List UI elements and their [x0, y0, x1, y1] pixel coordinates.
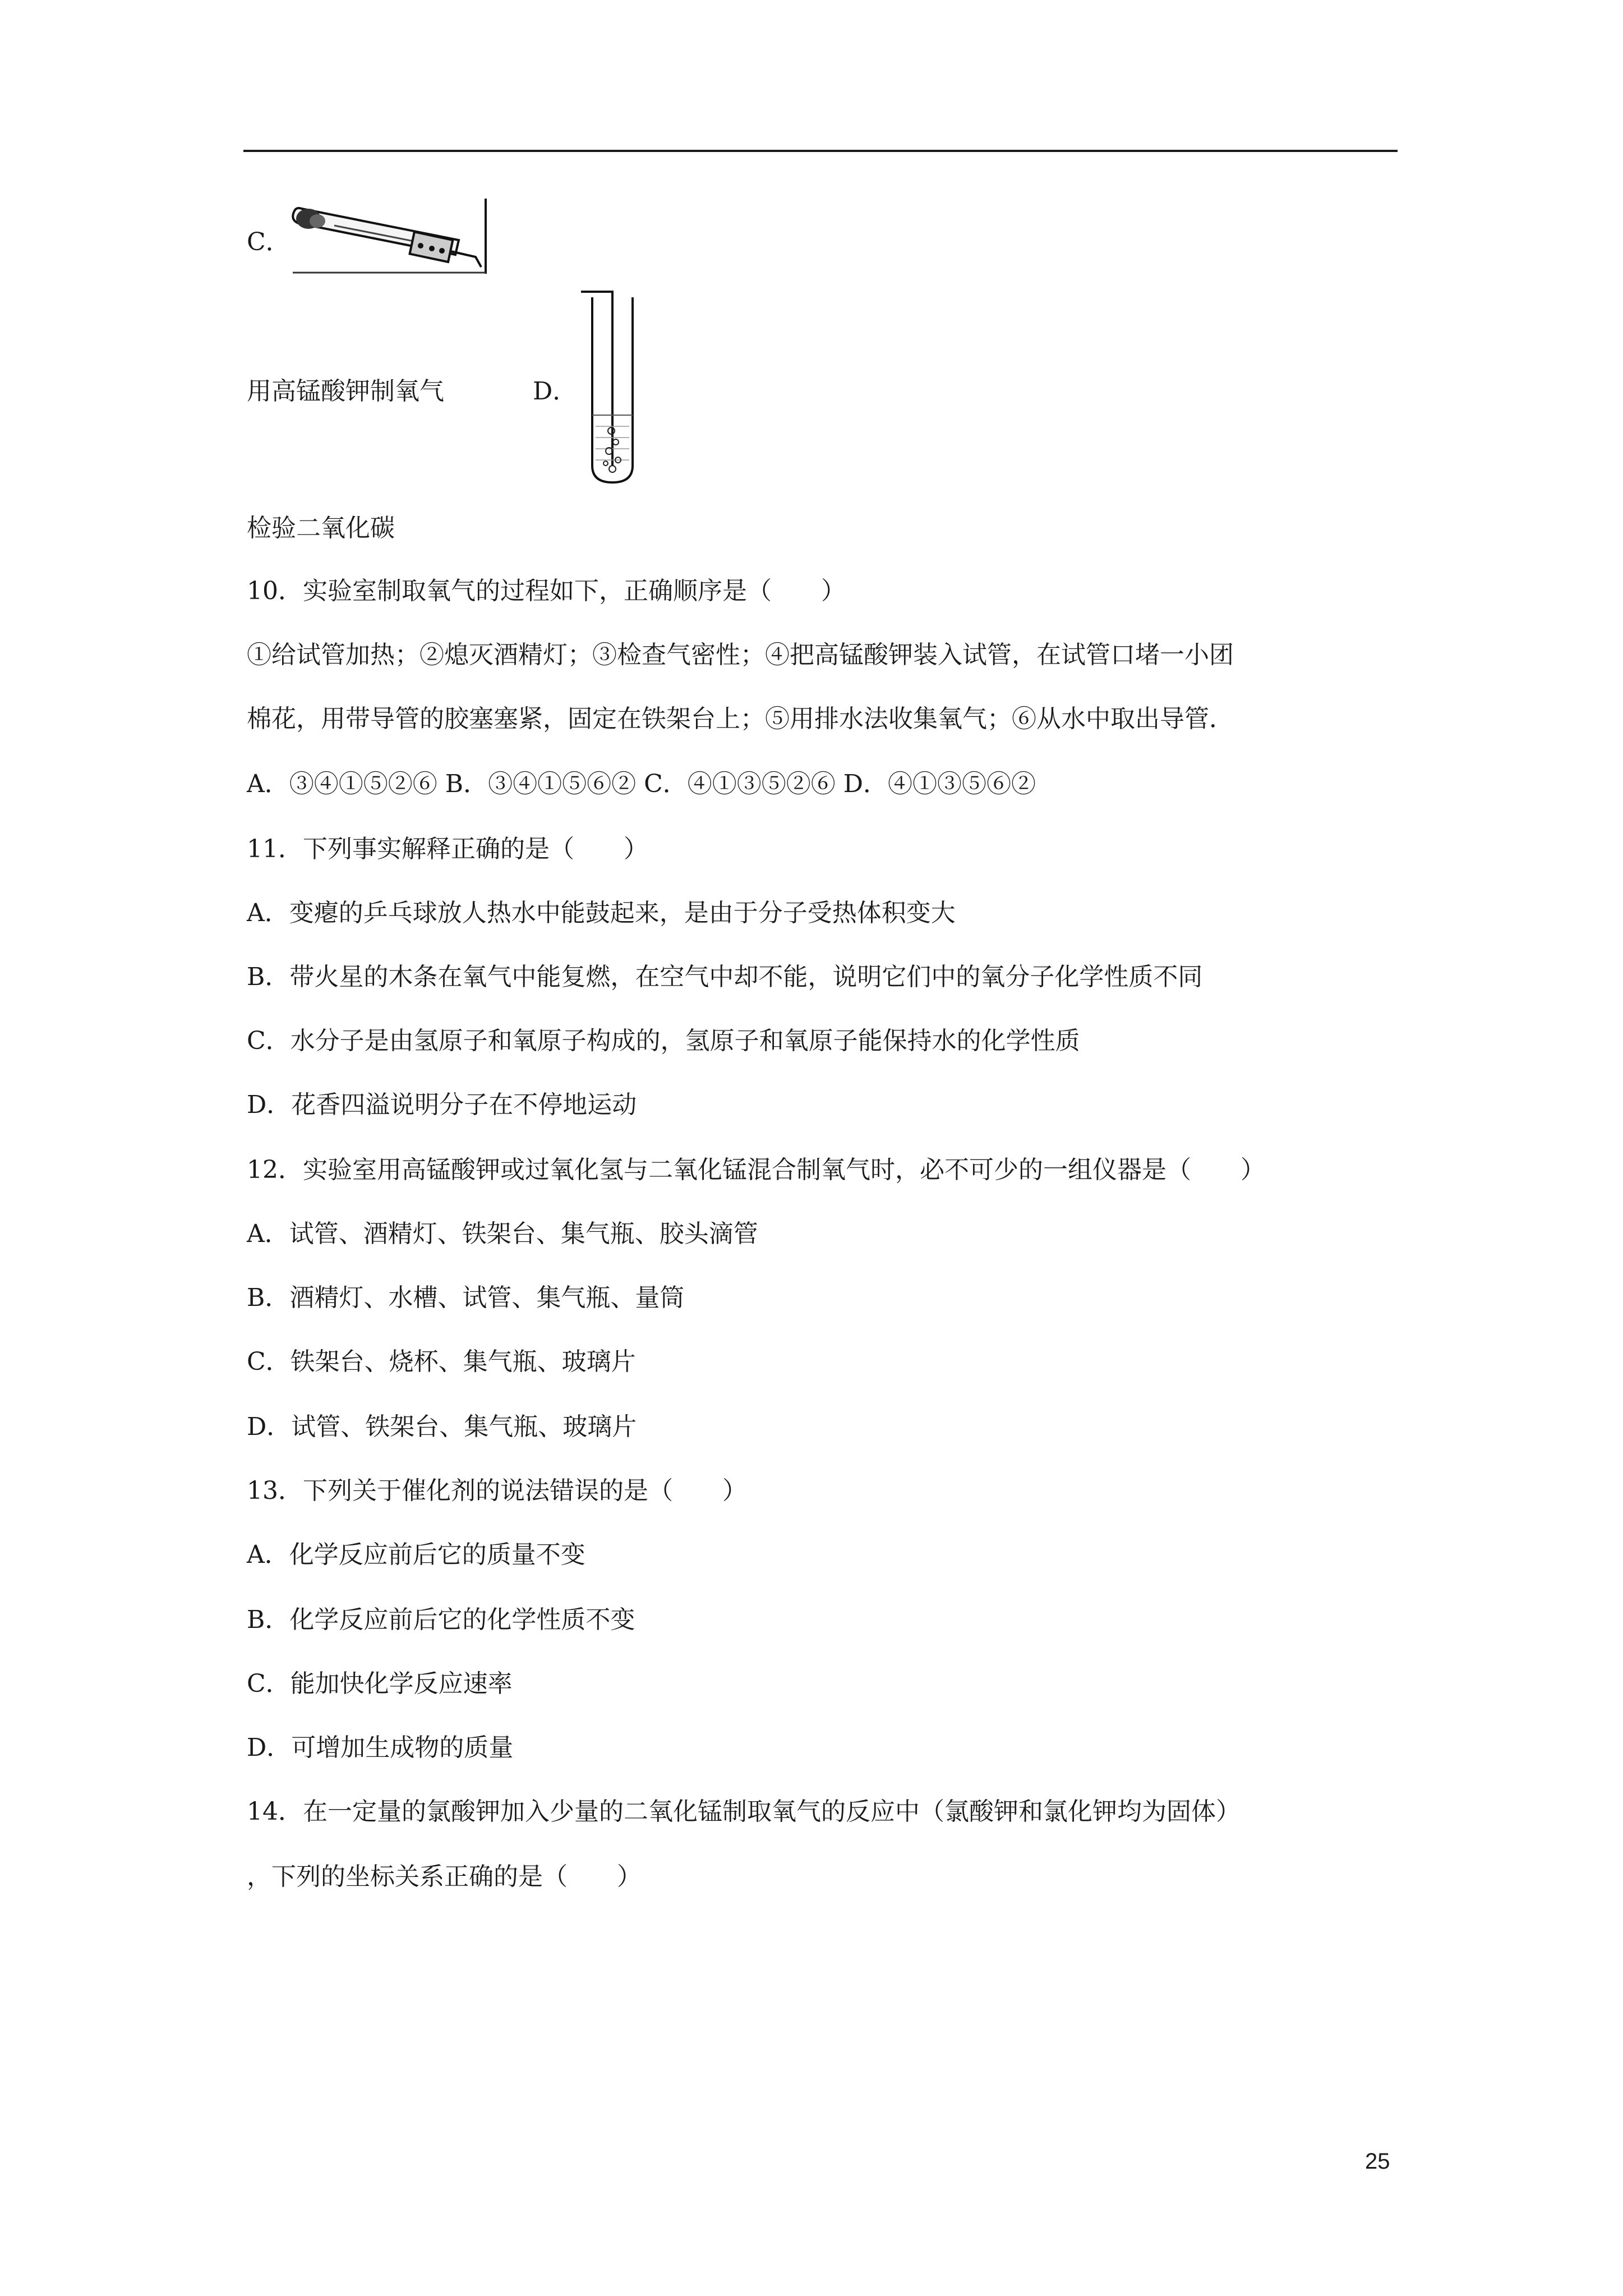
question-13-stem: 13．下列关于催化剂的说法错误的是（ ） — [247, 1476, 747, 1505]
page-number: 25 — [1365, 2149, 1390, 2174]
question-11-option-a: A．变瘪的乒乓球放人热水中能鼓起来，是由于分子受热体积变大 — [247, 899, 956, 927]
question-13-option-d: D．可增加生成物的质量 — [247, 1733, 514, 1762]
figure-c-label: C． — [247, 228, 291, 256]
figure-c-caption: 用高锰酸钾制氧气 — [247, 377, 444, 406]
question-11-option-b: B．带火星的木条在氧气中能复燃，在空气中却不能，说明它们中的氧分子化学性质不同 — [247, 963, 1203, 991]
question-11-option-d: D．花香四溢说明分子在不停地运动 — [247, 1091, 637, 1119]
question-13-option-a: A．化学反应前后它的质量不变 — [247, 1540, 585, 1569]
question-12-option-d: D．试管、铁架台、集气瓶、玻璃片 — [247, 1412, 637, 1441]
question-10-body-line-2: 棉花，用带导管的胶塞塞紧，固定在铁架台上；⑤用排水法收集氧气；⑥从水中取出导管． — [247, 705, 1234, 733]
question-11-option-c: C．水分子是由氢原子和氧原子构成的，氢原子和氧原子能保持水的化学性质 — [247, 1027, 1080, 1055]
figure-d-caption: 检验二氧化碳 — [247, 514, 395, 542]
question-11-stem: 11．下列事实解释正确的是（ ） — [247, 835, 648, 863]
question-14-body-line-1: ，下列的坐标关系正确的是（ ） — [247, 1862, 642, 1891]
question-12-option-c: C．铁架台、烧杯、集气瓶、玻璃片 — [247, 1347, 636, 1376]
question-10-stem: 10．实验室制取氧气的过程如下，正确顺序是（ ） — [247, 577, 846, 605]
question-12-stem: 12．实验室用高锰酸钾或过氧化氢与二氧化锰混合制氧气时，必不可少的一组仪器是（ ） — [247, 1156, 1265, 1184]
figure-d-label: D． — [533, 377, 578, 406]
question-12-option-b: B．酒精灯、水槽、试管、集气瓶、量筒 — [247, 1283, 685, 1312]
co2-test-tube-figure — [579, 280, 646, 489]
question-14-stem: 14．在一定量的氯酸钾加入少量的二氧化锰制取氧气的反应中（氯酸钾和氯化钾均为固体） — [247, 1797, 1241, 1826]
question-13-option-c: C．能加快化学反应速率 — [247, 1669, 513, 1698]
question-12-option-a: A．试管、酒精灯、铁架台、集气瓶、胶头滴管 — [247, 1220, 758, 1248]
question-10-options: A．③④①⑤②⑥ B．③④①⑤⑥② C．④①③⑤②⑥ D．④①③⑤⑥② — [247, 770, 1036, 798]
header-rule — [243, 150, 1398, 152]
question-10-body-line-1: ①给试管加热；②熄灭酒精灯；③检查气密性；④把高锰酸钾装入试管，在试管口堵一小团 — [247, 641, 1234, 669]
question-13-option-b: B．化学反应前后它的化学性质不变 — [247, 1605, 635, 1634]
test-tube-heating-figure — [291, 196, 492, 276]
